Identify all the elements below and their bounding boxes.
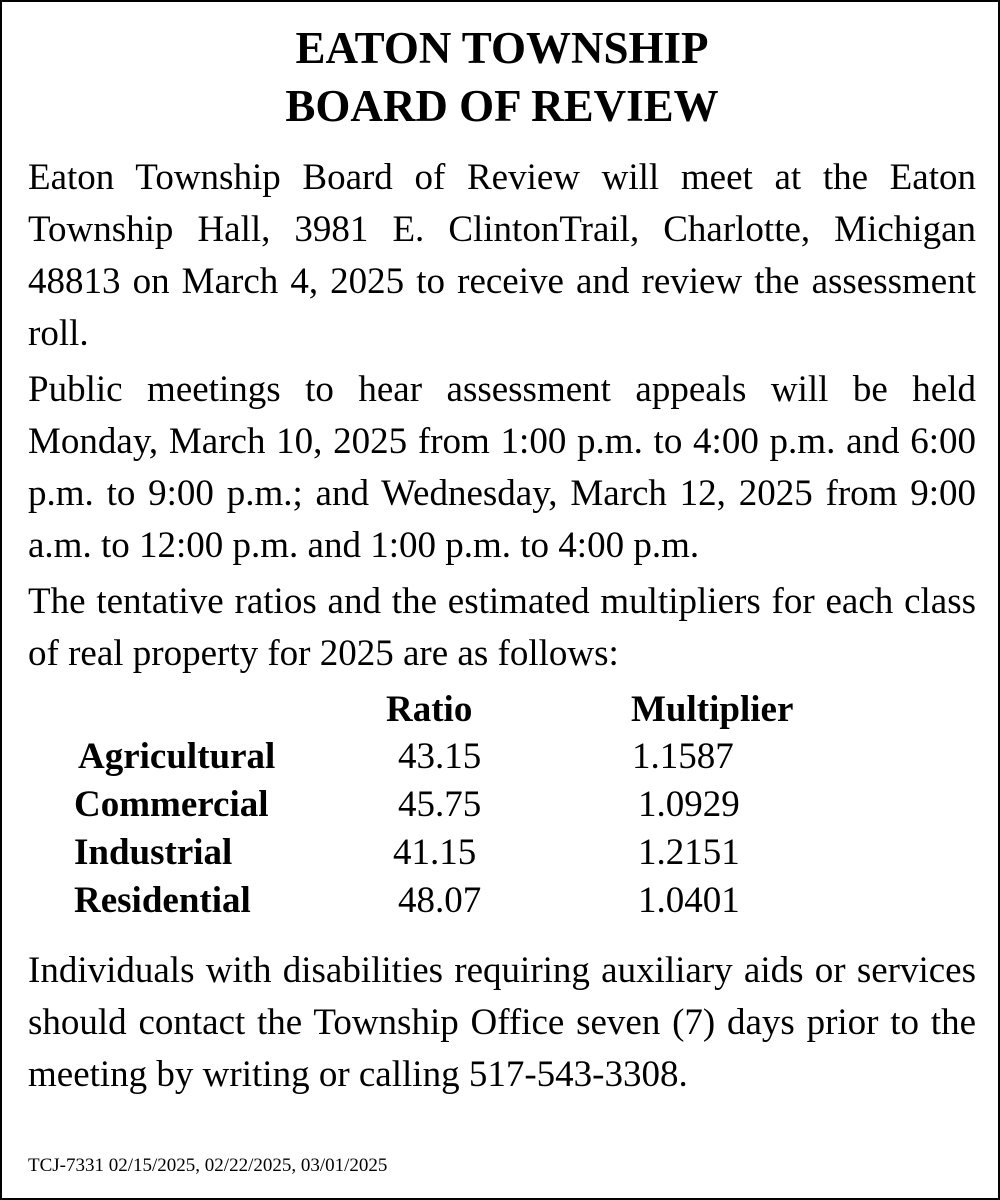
ratios-intro-paragraph: The tentative ratios and the estimated multipliers for each class of real property for 2025 are as follows: [28, 581, 976, 674]
multiplier-header: Multiplier [631, 689, 794, 730]
class-label: Commercial [74, 784, 269, 825]
multiplier-value: 1.1587 [632, 736, 734, 777]
ratio-value: 43.15 [398, 736, 482, 777]
title-line-2: BOARD OF REVIEW [285, 81, 719, 131]
ratio-value: 41.15 [393, 832, 477, 873]
multiplier-value: 1.2151 [638, 832, 740, 873]
ratio-header: Ratio [386, 689, 473, 730]
class-label: Residential [74, 880, 251, 921]
class-label: Industrial [74, 832, 233, 873]
appeals-paragraph: Public meetings to hear assessment appeals will be held Monday, March 10, 2025 from 1:00 p.m. to 4:00 p.m. and 6:00 p.m. to 9:00 p.m.; and Wednesday, March 12, 2025 from 9:00 a.m. to 12:00 p.m. and 1:00 p.m. to 4:00 p.m. [28, 369, 976, 566]
ratio-value: 48.07 [398, 880, 482, 921]
accessibility-paragraph: Individuals with disabilities requiring auxiliary aids or services should contact the Township Office seven (7) days prior to the meeting by writing or calling 517-543-3308. [28, 950, 976, 1095]
title-line-1: EATON TOWNSHIP [295, 23, 709, 73]
meeting-paragraph: Eaton Township Board of Review will meet at the Eaton Township Hall, 3981 E. ClintonTrail, Charlotte, Michigan 48813 on March 4, 2025 to receive and review the assessment roll. [28, 157, 976, 354]
class-label: Agricultural [78, 736, 276, 777]
multiplier-value: 1.0929 [638, 784, 740, 825]
ratio-value: 45.75 [398, 784, 482, 825]
multiplier-value: 1.0401 [638, 880, 740, 921]
publication-footer: TCJ-7331 02/15/2025, 02/22/2025, 03/01/2025 [28, 1155, 388, 1176]
